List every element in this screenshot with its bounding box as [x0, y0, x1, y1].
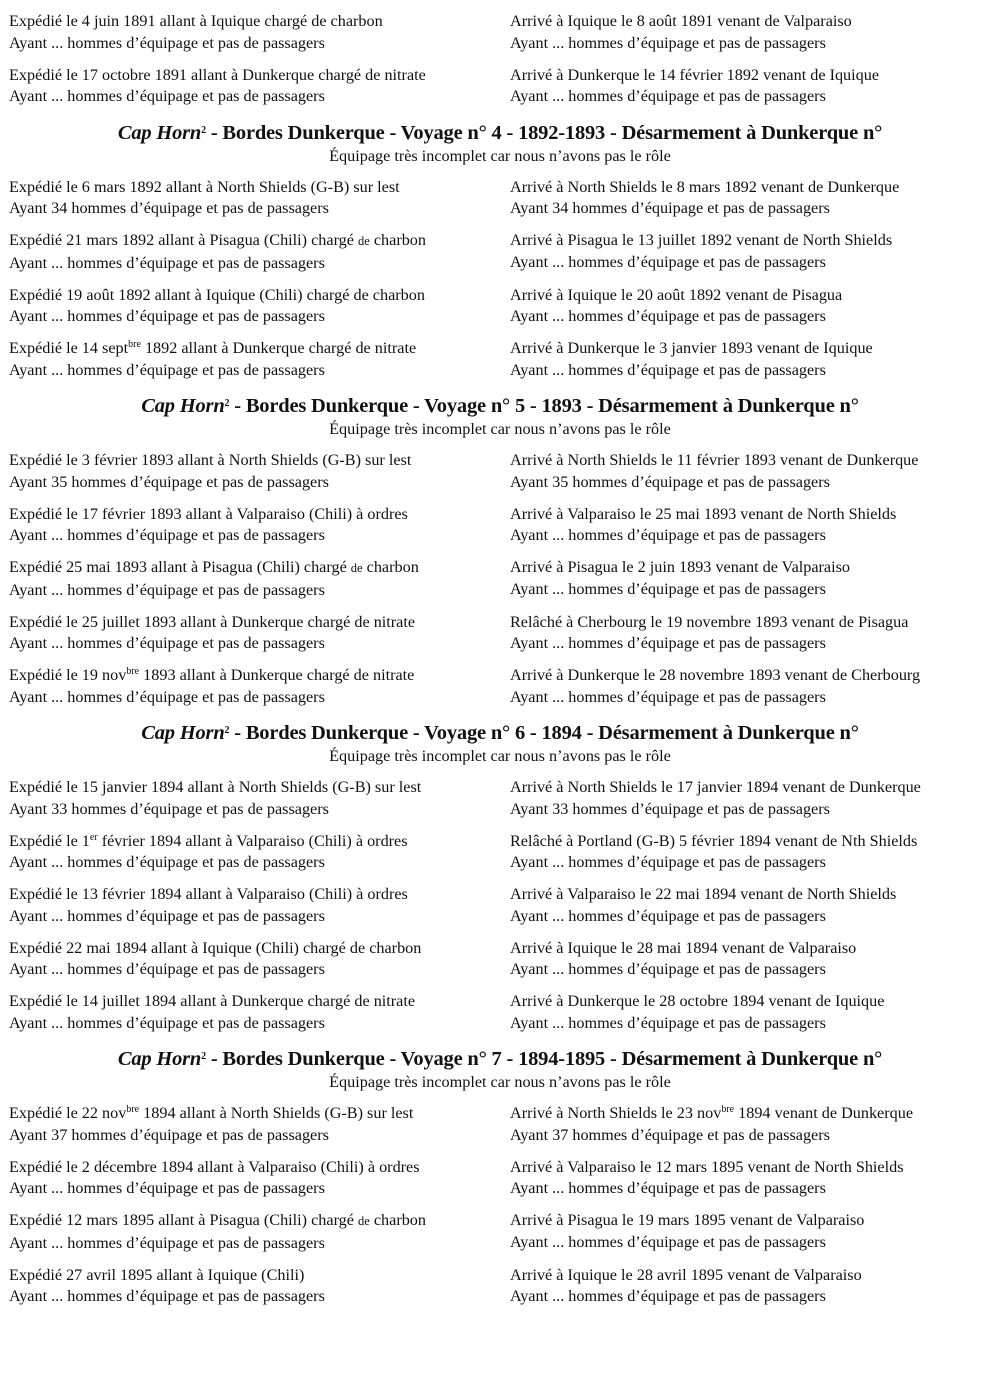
departure-entry [0, 285, 500, 328]
departure-entry [0, 1103, 500, 1146]
journey-row [0, 1210, 1000, 1254]
ordinal-superscript: bre [721, 1104, 735, 1115]
text-segment: Expédié le 1 [9, 831, 90, 850]
text-segment: Relâché à Cherbourg le 19 novembre 1893 venant de Pisagua [510, 612, 909, 631]
text-segment: Expédié 12 mars 1895 allant à Pisagua (Chili) chargé [9, 1211, 358, 1229]
departure-text [9, 831, 500, 853]
journey-row [0, 1157, 1000, 1200]
text-segment: Ayant ... hommes d’équipage et pas de passagers [510, 33, 826, 52]
text-segment: Ayant ... hommes d’équipage et pas de passagers [510, 634, 826, 652]
text-segment: Ayant ... hommes d’équipage et pas de passagers [510, 360, 826, 379]
arrival-text [510, 1103, 1000, 1125]
journey-row [0, 65, 1000, 108]
departure-entry [0, 338, 500, 381]
text-segment: Ayant ... hommes d’équipage et pas de passagers [510, 960, 826, 978]
text-segment: Arrivé à Dunkerque le 14 février 1892 venant de Iquique [510, 65, 880, 84]
departure-entry [0, 11, 500, 54]
small-text: de [358, 234, 370, 248]
crew-text [9, 1178, 500, 1200]
arrival-text [510, 831, 1000, 853]
crew-text [510, 1178, 1000, 1200]
arrival-text [510, 230, 1000, 252]
crew-text [9, 580, 500, 602]
arrival-text [510, 65, 1000, 87]
departure-text [9, 1157, 500, 1179]
departure-entry [0, 777, 500, 820]
voyage-heading [0, 120, 1000, 146]
arrival-entry [500, 177, 1000, 220]
departure-text [9, 938, 500, 960]
journey-row [0, 831, 1000, 874]
crew-text [510, 33, 1000, 55]
text-segment: Ayant ... hommes d’équipage et pas de passagers [510, 307, 826, 325]
ship-superscript: 2 [224, 398, 230, 409]
departure-entry [0, 557, 500, 601]
departure-text [9, 230, 500, 253]
arrival-entry [500, 665, 1000, 708]
text-segment: Expédié 22 mai 1894 allant à Iquique (Chili) chargé de charbon [9, 938, 422, 957]
journey-row [0, 991, 1000, 1034]
arrival-text [510, 991, 1000, 1013]
crew-text [9, 906, 500, 928]
text-segment: Ayant ... hommes d’équipage et pas de passagers [9, 307, 325, 325]
text-segment: Ayant ... hommes d’équipage et pas de passagers [510, 687, 826, 706]
arrival-entry [500, 612, 1000, 655]
arrival-entry [500, 1210, 1000, 1254]
text-segment: Ayant ... hommes d’équipage et pas de passagers [9, 87, 325, 105]
text-segment: février 1894 allant à Valparaiso (Chili) à ordres [97, 831, 408, 850]
ordinal-superscript: bre [126, 1104, 140, 1115]
small-text: de [358, 1214, 370, 1228]
text-segment: Ayant ... hommes d’équipage et pas de passagers [9, 1013, 325, 1032]
arrival-entry [500, 1103, 1000, 1146]
text-segment: Ayant ... hommes d’équipage et pas de passagers [9, 253, 325, 272]
crew-note: Équipage très incomplet car nous n’avons pas le rôle [329, 146, 671, 165]
journey-row [0, 665, 1000, 708]
text-segment: Ayant 34 hommes d’équipage et pas de passagers [9, 199, 329, 217]
text-segment: Ayant 34 hommes d’équipage et pas de passagers [510, 199, 830, 217]
departure-text [9, 557, 500, 580]
crew-note: Équipage très incomplet car nous n’avons pas le rôle [329, 747, 671, 765]
journey-row [0, 777, 1000, 820]
voyage-heading [0, 393, 1000, 419]
arrival-text [510, 665, 1000, 687]
crew-text [9, 33, 500, 55]
journey-row [0, 612, 1000, 655]
crew-text [9, 1286, 500, 1308]
voyage-section [0, 120, 1000, 382]
journey-row [0, 1265, 1000, 1308]
departure-text [9, 612, 500, 634]
text-segment: Expédié le 25 juillet 1893 allant à Dunkerque chargé de nitrate [9, 612, 416, 631]
text-segment: Ayant ... hommes d’équipage et pas de passagers [510, 1179, 826, 1197]
text-segment: Arrivé à Pisagua le 2 juin 1893 venant de Valparaiso [510, 558, 850, 576]
journey-row [0, 338, 1000, 381]
text-segment: Expédié le 14 sept [9, 339, 129, 357]
departure-entry [0, 991, 500, 1034]
voyage-section [0, 720, 1000, 1034]
crew-text [9, 1013, 500, 1035]
text-segment: Expédié le 4 juin 1891 allant à Iquique chargé de charbon [9, 12, 383, 30]
crew-text [510, 959, 1000, 981]
crew-text [510, 1125, 1000, 1147]
arrival-entry [500, 11, 1000, 54]
journey-row [0, 938, 1000, 981]
departure-entry [0, 177, 500, 220]
crew-text [9, 472, 500, 494]
voyage-title: - Bordes Dunkerque - Voyage n° 7 - 1894-1895 - Désarmement à Dunkerque n° [205, 1048, 883, 1070]
departure-text [9, 504, 500, 526]
arrival-text [510, 938, 1000, 960]
arrival-text [510, 612, 1000, 634]
arrival-entry [500, 991, 1000, 1034]
text-segment: Arrivé à Iquique le 8 août 1891 venant de Valparaiso [510, 12, 852, 30]
journey-row [0, 285, 1000, 328]
departure-text [9, 450, 500, 472]
journey-row [0, 450, 1000, 493]
text-segment: Ayant ... hommes d’équipage et pas de passagers [9, 580, 325, 599]
crew-text [510, 906, 1000, 928]
arrival-text [510, 884, 1000, 906]
voyage-title: - Bordes Dunkerque - Voyage n° 6 - 1894 - Désarmement à Dunkerque n° [229, 722, 859, 744]
crew-text [510, 1013, 1000, 1035]
arrival-entry [500, 285, 1000, 328]
crew-text [510, 579, 1000, 601]
text-segment: Ayant ... hommes d’équipage et pas de passagers [510, 526, 826, 544]
voyage-section [0, 393, 1000, 708]
crew-text [9, 253, 500, 275]
arrival-entry [500, 65, 1000, 108]
departure-entry [0, 450, 500, 493]
text-segment: charbon [369, 1211, 426, 1229]
departure-text [9, 777, 500, 799]
voyage-section [0, 11, 1000, 108]
text-segment: Arrivé à North Shields le 23 nov [510, 1104, 722, 1122]
journey-row [0, 230, 1000, 274]
arrival-text [510, 1265, 1000, 1287]
arrival-entry [500, 230, 1000, 274]
journey-row [0, 504, 1000, 547]
crew-text [510, 252, 1000, 274]
arrival-text [510, 557, 1000, 579]
text-segment: Ayant ... hommes d’équipage et pas de passagers [9, 526, 325, 544]
text-segment: Ayant ... hommes d’équipage et pas de passagers [510, 1287, 826, 1305]
text-segment: Arrivé à Iquique le 28 mai 1894 venant de Valparaiso [510, 938, 857, 957]
journey-row [0, 557, 1000, 601]
small-text: de [350, 561, 363, 575]
departure-entry [0, 884, 500, 927]
crew-text [9, 1233, 500, 1255]
arrival-text [510, 177, 1000, 199]
journey-row [0, 177, 1000, 220]
text-segment: Ayant ... hommes d’équipage et pas de passagers [9, 1233, 325, 1252]
text-segment: Ayant 37 hommes d’équipage et pas de passagers [510, 1125, 830, 1144]
text-segment: Ayant ... hommes d’équipage et pas de passagers [510, 1232, 826, 1251]
arrival-entry [500, 884, 1000, 927]
departure-text [9, 338, 500, 360]
arrival-entry [500, 938, 1000, 981]
crew-text [510, 687, 1000, 709]
crew-text [510, 472, 1000, 494]
voyage-title: - Bordes Dunkerque - Voyage n° 4 - 1892-1893 - Désarmement à Dunkerque n° [205, 121, 883, 144]
text-segment: Ayant ... hommes d’équipage et pas de passagers [9, 33, 325, 52]
arrival-text [510, 777, 1000, 799]
text-segment: Ayant ... hommes d’équipage et pas de passagers [510, 252, 826, 271]
departure-text [9, 884, 500, 906]
text-segment: Ayant ... hommes d’équipage et pas de passagers [9, 634, 325, 652]
text-segment: Ayant ... hommes d’équipage et pas de passagers [9, 1179, 325, 1197]
text-segment: Ayant ... hommes d’équipage et pas de passagers [9, 906, 325, 925]
arrival-entry [500, 504, 1000, 547]
text-segment: Ayant ... hommes d’équipage et pas de passagers [510, 853, 826, 871]
departure-text [9, 1265, 500, 1287]
crew-text [9, 687, 500, 709]
text-segment: Expédié le 22 nov [9, 1104, 127, 1122]
text-segment: Ayant ... hommes d’équipage et pas de passagers [510, 87, 826, 105]
text-segment: Expédié le 2 décembre 1894 allant à Valparaiso (Chili) à ordres [9, 1157, 420, 1176]
text-segment: Ayant ... hommes d’équipage et pas de passagers [510, 1013, 826, 1032]
text-segment: Expédié le 15 janvier 1894 allant à North Shields (G-B) sur lest [9, 778, 422, 796]
departure-text [9, 65, 500, 87]
text-segment: Expédié le 17 février 1893 allant à Valparaiso (Chili) à ordres [9, 504, 408, 523]
text-segment: charbon [369, 231, 426, 249]
text-segment: Arrivé à Iquique le 28 avril 1895 venant de Valparaiso [510, 1265, 862, 1284]
crew-text [9, 799, 500, 821]
voyage-title: - Bordes Dunkerque - Voyage n° 5 - 1893 - Désarmement à Dunkerque n° [229, 395, 859, 417]
text-segment: Arrivé à Valparaiso le 12 mars 1895 venant de North Shields [510, 1157, 904, 1176]
departure-text [9, 665, 500, 687]
ordinal-superscript: er [89, 831, 98, 843]
departure-entry [0, 1157, 500, 1200]
text-segment: Expédié 27 avril 1895 allant à Iquique (Chili) [9, 1265, 305, 1284]
crew-text [9, 1125, 500, 1147]
text-segment: Expédié le 13 février 1894 allant à Valparaiso (Chili) à ordres [9, 885, 408, 903]
crew-text [510, 852, 1000, 874]
text-segment: Arrivé à Pisagua le 19 mars 1895 venant de Valparaiso [510, 1211, 865, 1229]
text-segment: Expédié le 6 mars 1892 allant à North Shields (G-B) sur lest [9, 177, 400, 196]
text-segment: Arrivé à Dunkerque le 28 novembre 1893 venant de Cherbourg [510, 666, 921, 684]
arrival-text [510, 504, 1000, 526]
departure-entry [0, 665, 500, 708]
text-segment: 1894 venant de Dunkerque [734, 1104, 914, 1122]
text-segment: Expédié le 19 nov [9, 666, 127, 684]
departure-entry [0, 938, 500, 981]
voyage-heading [0, 1046, 1000, 1072]
journey-row [0, 1103, 1000, 1146]
arrival-entry [500, 1157, 1000, 1200]
text-segment: Ayant 37 hommes d’équipage et pas de passagers [9, 1125, 329, 1144]
ship-name: Cap Horn [141, 395, 225, 417]
crew-text [510, 198, 1000, 220]
text-segment: 1892 allant à Dunkerque chargé de nitrate [140, 339, 417, 357]
crew-text [9, 360, 500, 382]
departure-text [9, 991, 500, 1013]
departure-entry [0, 65, 500, 108]
crew-text [510, 1232, 1000, 1254]
crew-text [510, 633, 1000, 655]
crew-text [9, 852, 500, 874]
crew-text [9, 633, 500, 655]
text-segment: Expédié le 17 octobre 1891 allant à Dunkerque chargé de nitrate [9, 65, 426, 84]
text-segment: Ayant 33 hommes d’équipage et pas de passagers [9, 799, 329, 818]
crew-text [510, 799, 1000, 821]
crew-text [510, 525, 1000, 547]
departure-entry [0, 504, 500, 547]
crew-text [510, 306, 1000, 328]
arrival-entry [500, 777, 1000, 820]
text-segment: Relâché à Portland (G-B) 5 février 1894 venant de Nth Shields [510, 831, 918, 850]
arrival-text [510, 1210, 1000, 1232]
departure-text [9, 1103, 500, 1125]
departure-entry [0, 1265, 500, 1308]
departure-text [9, 177, 500, 199]
ship-superscript: 2 [201, 124, 206, 136]
text-segment: Arrivé à North Shields le 11 février 1893 venant de Dunkerque [510, 451, 919, 469]
text-segment: Expédié 19 août 1892 allant à Iquique (Chili) chargé de charbon [9, 285, 425, 304]
departure-text [9, 11, 500, 33]
text-segment: Expédié 21 mars 1892 allant à Pisagua (Chili) chargé [9, 231, 358, 249]
text-segment: Arrivé à North Shields le 17 janvier 1894 venant de Dunkerque [510, 778, 921, 796]
crew-text [510, 1286, 1000, 1308]
arrival-text [510, 285, 1000, 307]
text-segment: Arrivé à Dunkerque le 28 octobre 1894 venant de Iquique [510, 992, 885, 1010]
text-segment: Ayant 35 hommes d’équipage et pas de passagers [510, 472, 830, 491]
text-segment: 1893 allant à Dunkerque chargé de nitrate [139, 666, 415, 684]
voyage-heading [0, 720, 1000, 746]
ship-name: Cap Horn [117, 121, 202, 144]
crew-text [9, 198, 500, 220]
ship-superscript: 2 [201, 1051, 206, 1062]
text-segment: Ayant ... hommes d’équipage et pas de passagers [510, 579, 826, 598]
journey-row [0, 884, 1000, 927]
departure-entry [0, 612, 500, 655]
ship-superscript: 2 [224, 725, 230, 736]
text-segment: charbon [362, 558, 419, 576]
ordinal-superscript: bre [126, 666, 140, 677]
text-segment: Ayant ... hommes d’équipage et pas de passagers [9, 687, 325, 706]
arrival-text [510, 11, 1000, 33]
text-segment: Ayant ... hommes d’équipage et pas de passagers [9, 960, 325, 978]
text-segment: Expédié le 14 juillet 1894 allant à Dunkerque chargé de nitrate [9, 992, 416, 1010]
arrival-entry [500, 831, 1000, 874]
crew-text [510, 360, 1000, 382]
crew-text [9, 306, 500, 328]
text-segment: Ayant 35 hommes d’équipage et pas de passagers [9, 472, 329, 491]
arrival-entry [500, 1265, 1000, 1308]
arrival-entry [500, 450, 1000, 493]
crew-text [510, 86, 1000, 108]
arrival-text [510, 450, 1000, 472]
arrival-text [510, 338, 1000, 360]
text-segment: Expédié 25 mai 1893 allant à Pisagua (Chili) chargé [9, 558, 351, 576]
text-segment: Ayant ... hommes d’équipage et pas de passagers [9, 360, 325, 379]
text-segment: Ayant ... hommes d’équipage et pas de passagers [9, 1287, 325, 1305]
departure-text [9, 1210, 500, 1233]
text-segment: Ayant 33 hommes d’équipage et pas de passagers [510, 799, 830, 818]
text-segment: Ayant ... hommes d’équipage et pas de passagers [9, 853, 325, 871]
crew-text [9, 959, 500, 981]
departure-entry [0, 1210, 500, 1254]
crew-text [9, 86, 500, 108]
voyage-section [0, 1046, 1000, 1308]
arrival-entry [500, 557, 1000, 601]
text-segment: 1894 allant à North Shields (G-B) sur lest [139, 1104, 414, 1122]
ordinal-superscript: bre [128, 339, 141, 350]
text-segment: Expédié le 3 février 1893 allant à North Shields (G-B) sur lest [9, 451, 412, 469]
crew-note: Équipage très incomplet car nous n’avons pas le rôle [329, 420, 671, 438]
text-segment: Arrivé à North Shields le 8 mars 1892 venant de Dunkerque [510, 177, 900, 196]
departure-entry [0, 831, 500, 874]
text-segment: Arrivé à Iquique le 20 août 1892 venant de Pisagua [510, 285, 843, 304]
text-segment: Arrivé à Valparaiso le 25 mai 1893 venant de North Shields [510, 504, 897, 523]
departure-entry [0, 230, 500, 274]
arrival-text [510, 1157, 1000, 1179]
text-segment: Arrivé à Dunkerque le 3 janvier 1893 venant de Iquique [510, 339, 873, 357]
ship-name: Cap Horn [117, 1048, 202, 1070]
crew-note: Équipage très incomplet car nous n’avons pas le rôle [329, 1073, 671, 1091]
text-segment: Arrivé à Pisagua le 13 juillet 1892 venant de North Shields [510, 231, 893, 249]
ship-name: Cap Horn [141, 722, 225, 744]
text-segment: Ayant ... hommes d’équipage et pas de passagers [510, 906, 826, 925]
text-segment: Arrivé à Valparaiso le 22 mai 1894 venant de North Shields [510, 885, 897, 903]
crew-text [9, 525, 500, 547]
arrival-entry [500, 338, 1000, 381]
departure-text [9, 285, 500, 307]
journey-row [0, 11, 1000, 54]
